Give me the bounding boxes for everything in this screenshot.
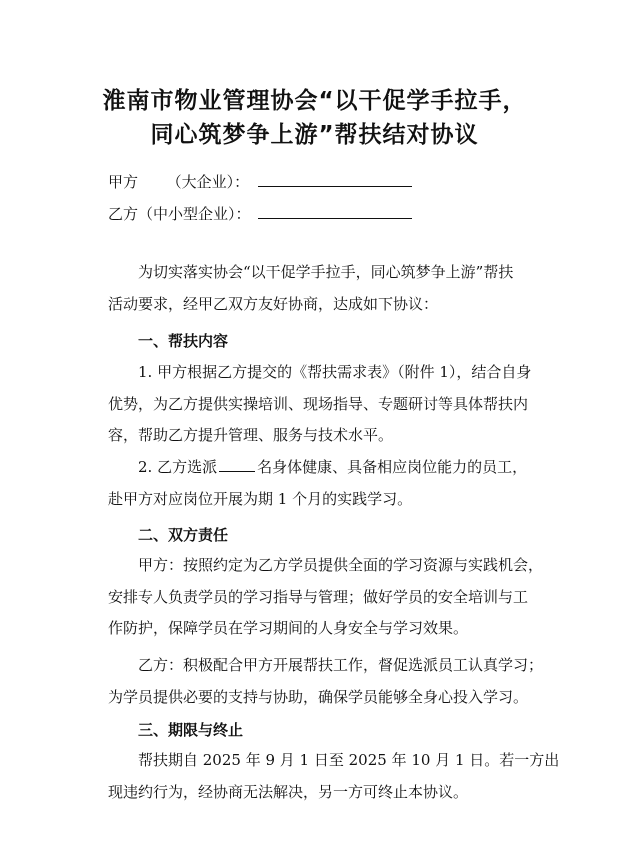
party-a-resp-line-1: 甲方：按照约定为乙方学员提供全面的学习资源与实践机会，: [138, 556, 544, 574]
item-2-line-1: [108, 452, 548, 484]
party-a-resp-line-3: 作防护，保障学员在学习期间的人身安全与学习效果。: [108, 619, 469, 637]
party-a-blank: [258, 170, 412, 187]
document-title-line-2: 同心筑梦争上游”帮扶结对协议: [150, 122, 479, 148]
item-1-line-3: 容，帮助乙方提升管理、服务与技术水平。: [108, 426, 394, 444]
section-1-item-2: [108, 452, 548, 515]
section-3-paragraph: [108, 745, 560, 808]
party-b-blank: [258, 202, 412, 219]
section-2-heading: 二、双方责任: [138, 526, 229, 544]
section-3-heading: 三、期限与终止: [138, 721, 244, 739]
document-title-line-1: 淮南市物业管理协会“以干促学手拉手，: [102, 88, 527, 114]
intro-line-1: 为切实落实协会“以干促学手拉手，同心筑梦争上游”帮扶: [138, 263, 514, 281]
party-a-row: [108, 170, 412, 192]
section-3-line-2: 现违约行为，经协商无法解决，另一方可终止本协议。: [108, 782, 469, 801]
party-b-resp-line-1: 乙方：积极配合甲方开展帮扶工作，督促选派员工认真学习；: [138, 656, 544, 674]
party-b-label: 乙方（中小型企业）：: [108, 205, 251, 223]
item-2-pre: 2. 乙方选派: [138, 458, 218, 476]
party-b-row: [108, 202, 412, 224]
count-blank: [219, 457, 255, 472]
section-2-party-b: [108, 650, 548, 713]
section-1-heading: 一、帮扶内容: [138, 332, 229, 350]
item-1-line-1: 1. 甲方根据乙方提交的《帮扶需求表》（附件 1），结合自身: [138, 363, 532, 381]
intro-line-2: 活动要求，经甲乙双方友好协商，达成如下协议：: [108, 294, 439, 313]
section-3-line-1: 帮扶期自 2025 年 9 月 1 日至 2025 年 10 月 1 日。若一方出: [138, 751, 560, 769]
party-a-label: 甲方 （大企业）：: [108, 173, 250, 191]
section-1-item-1: [108, 357, 548, 452]
section-2-party-a: [108, 550, 548, 645]
item-2-line-2: 赴甲方对应岗位开展为期 1 个月的实践学习。: [108, 489, 413, 508]
item-2-post: 名身体健康、具备相应岗位能力的员工，: [257, 458, 528, 476]
intro-paragraph: [108, 257, 548, 320]
item-1-line-2: 优势，为乙方提供实操培训、现场指导、专题研讨等具体帮扶内: [108, 394, 529, 413]
party-b-resp-line-2: 为学员提供必要的支持与协助，确保学员能够全身心投入学习。: [108, 687, 529, 706]
party-a-resp-line-2: 安排专人负责学员的学习指导与管理；做好学员的安全培训与工: [108, 587, 529, 606]
